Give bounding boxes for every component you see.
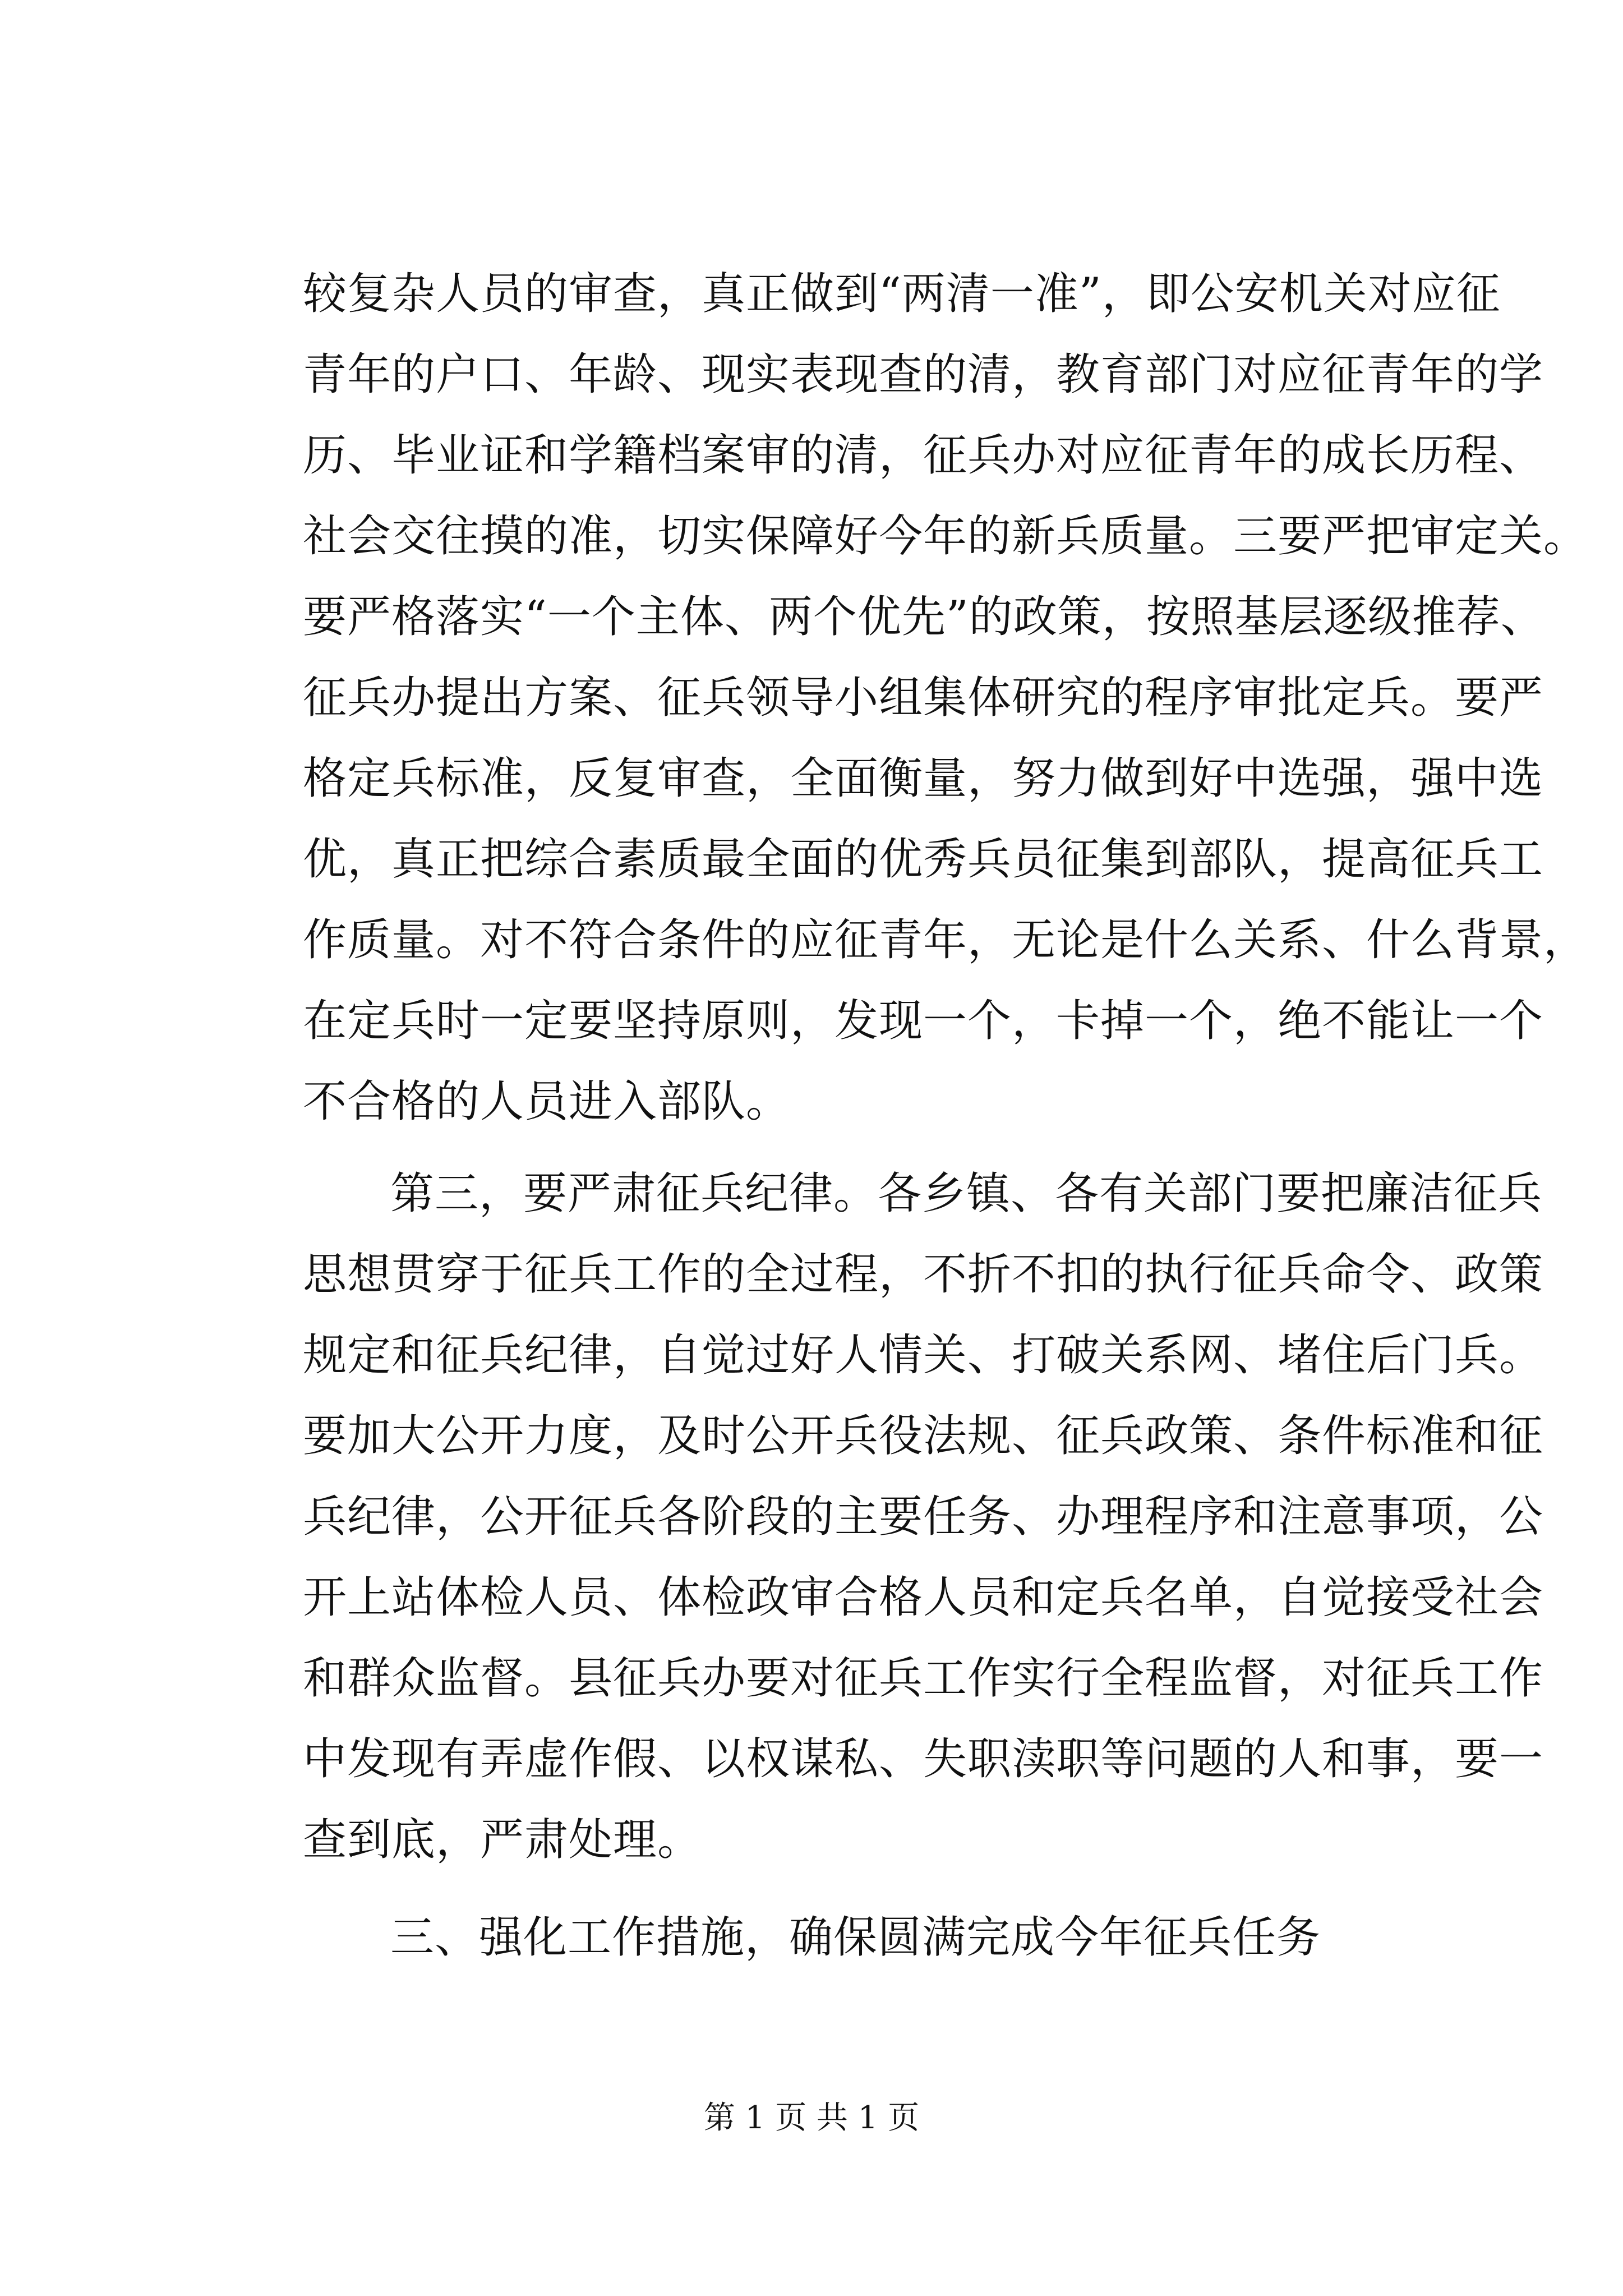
paragraph-discipline [303, 1153, 1544, 1880]
text-line: 和群众监督。县征兵办要对征兵工作实行全程监督，对征兵工作 [303, 1653, 1544, 1704]
page-footer: 第 1 页 共 1 页 [703, 2100, 920, 2136]
text-line: 查到底，严肃处理。 [303, 1815, 702, 1865]
text-line: 征兵办提出方案、征兵领导小组集体研究的程序审批定兵。要严 [303, 673, 1544, 723]
text-line: 兵纪律，公开征兵各阶段的主要任务、办理程序和注意事项，公 [303, 1492, 1544, 1542]
text-line: 规定和征兵纪律，自觉过好人情关、打破关系网、堵住后门兵。 [303, 1330, 1544, 1381]
text-line: 历、毕业证和学籍档案审的清，征兵办对应征青年的成长历程、 [303, 430, 1544, 481]
text-line: 优，真正把综合素质最全面的优秀兵员征集到部队，提高征兵工 [303, 834, 1544, 885]
text-line: 思想贯穿于征兵工作的全过程，不折不扣的执行征兵命令、政策 [303, 1249, 1544, 1300]
paragraph-continued [303, 254, 1588, 1142]
text-line: 社会交往摸的准，切实保障好今年的新兵质量。三要严把审定关。 [303, 511, 1588, 562]
text-line: 要严格落实“一个主体、两个优先”的政策，按照基层逐级推荐、 [303, 592, 1545, 642]
section-heading: 三、强化工作措施，确保圆满完成今年征兵任务 [390, 1912, 1321, 1963]
text-line: 在定兵时一定要坚持原则，发现一个，卡掉一个，绝不能让一个 [303, 996, 1544, 1046]
text-line: 青年的户口、年龄、现实表现查的清，教育部门对应征青年的学 [303, 349, 1544, 400]
document-body [303, 254, 1588, 1978]
text-line: 第三，要严肃征兵纪律。各乡镇、各有关部门要把廉洁征兵 [390, 1168, 1543, 1219]
text-line: 不合格的人员进入部队。 [303, 1076, 791, 1127]
text-line: 较复杂人员的审查，真正做到“两清一准”，即公安机关对应征 [303, 269, 1501, 319]
text-line: 开上站体检人员、体检政审合格人员和定兵名单，自觉接受社会 [303, 1572, 1544, 1623]
text-line: 作质量。对不符合条件的应征青年，无论是什么关系、什么背景， [303, 915, 1588, 965]
text-line: 中发现有弄虚作假、以权谋私、失职渎职等问题的人和事，要一 [303, 1734, 1544, 1784]
text-line: 要加大公开力度，及时公开兵役法规、征兵政策、条件标准和征 [303, 1411, 1544, 1461]
text-line: 格定兵标准，反复审查，全面衡量，努力做到好中选强，强中选 [303, 753, 1544, 804]
